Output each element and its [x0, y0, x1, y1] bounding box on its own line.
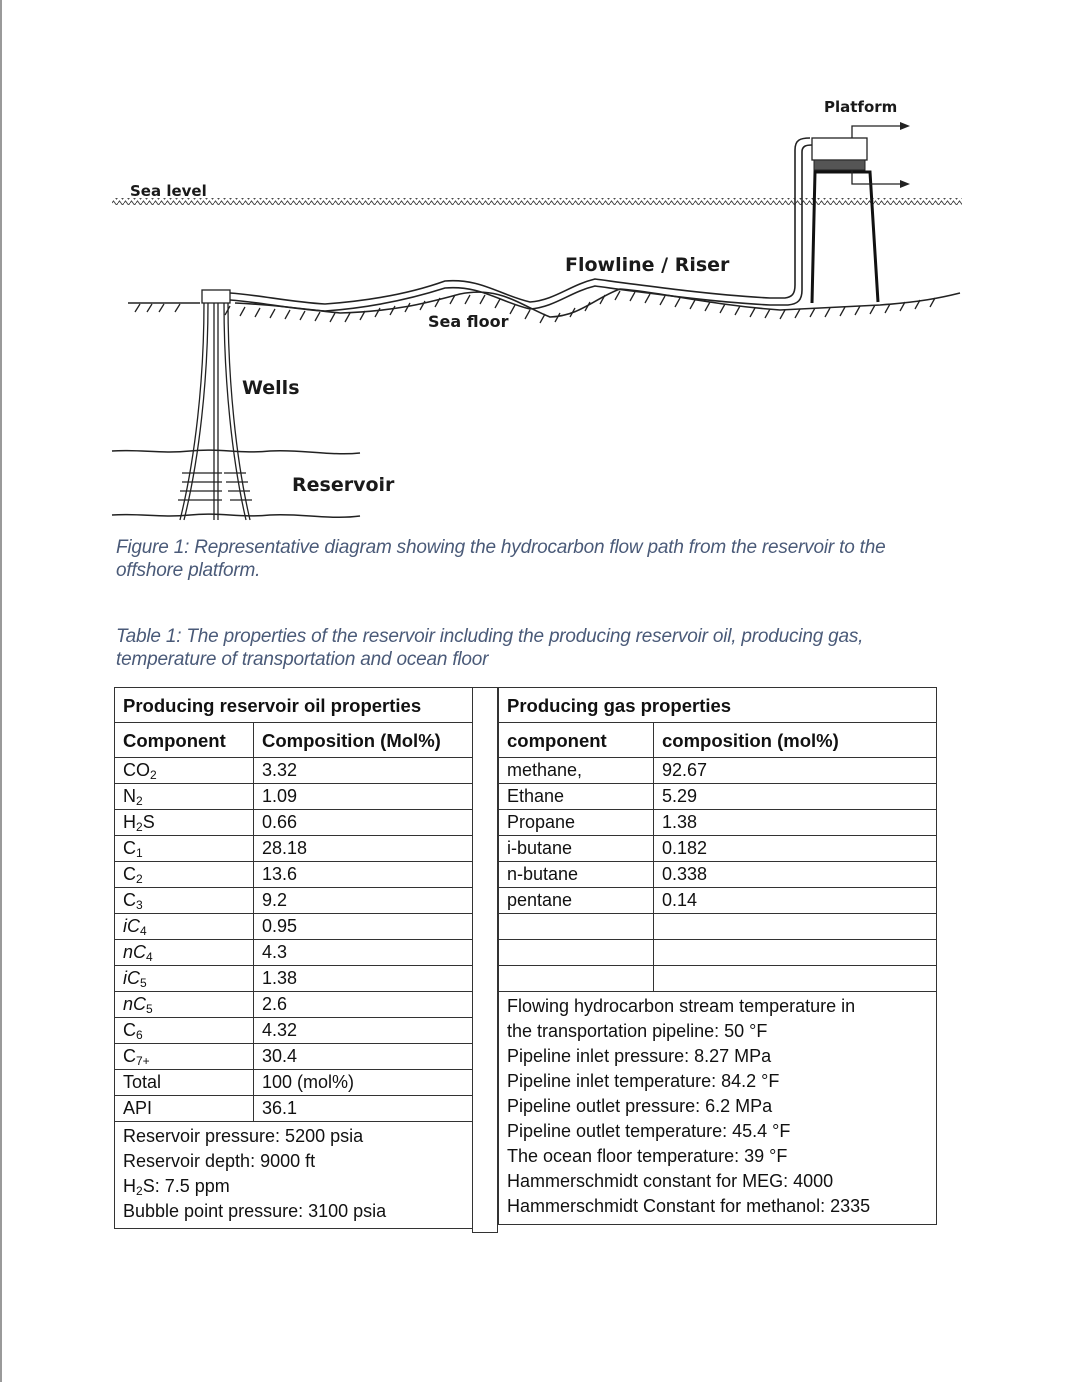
- gas-composition-value: 0.338: [654, 862, 937, 888]
- gas-table-row: [499, 966, 937, 992]
- oil-composition-value: 100 (mol%): [254, 1070, 473, 1096]
- oil-component: $C_6$: [115, 1018, 254, 1044]
- gas-note-line: Pipeline outlet pressure: 6.2 MPa: [507, 1096, 773, 1116]
- oil-table-row: [115, 966, 473, 992]
- flowline-riser-label: Flowline / Riser: [565, 254, 730, 276]
- gas-table-row: [499, 784, 937, 810]
- oil-component: $N_2$: [115, 784, 254, 810]
- gas-composition-value: [654, 914, 937, 940]
- oil-component: $nC_5$: [115, 992, 254, 1018]
- gas-note-line: Hammerschmidt constant for MEG: 4000: [507, 1171, 834, 1191]
- oil-component: $nC_4$: [115, 940, 254, 966]
- oil-table-row: [115, 836, 473, 862]
- oil-composition-value: 0.95: [254, 914, 473, 940]
- reservoir-depth: Reservoir depth: 9000 ft: [123, 1151, 316, 1171]
- oil-table-row: [115, 992, 473, 1018]
- oil-table-row: [115, 1044, 473, 1070]
- table-caption: Table 1: The properties of the reservoir including the producing reservoir oil, producing gas, temperature of transportation and ocean floor: [116, 626, 864, 670]
- gas-composition-value: [654, 940, 937, 966]
- gas-table-row: [499, 914, 937, 940]
- gas-component: methane,: [499, 758, 654, 784]
- wells-drawing: [180, 303, 250, 520]
- gas-component: [499, 966, 654, 992]
- gas-note-line: Hammerschmidt Constant for methanol: 2335: [507, 1196, 871, 1216]
- oil-composition-value: 2.6: [254, 992, 473, 1018]
- oil-component: $C_3$: [115, 888, 254, 914]
- oil-component: $C_1$: [115, 836, 254, 862]
- page-edge: [0, 0, 2, 1382]
- oil-table-row: [115, 940, 473, 966]
- gas-note-line: the transportation pipeline: 50 °F: [507, 1021, 768, 1041]
- gas-composition-value: [654, 966, 937, 992]
- flowline-riser-outer: [230, 138, 810, 304]
- oil-table-row: [115, 862, 473, 888]
- platform-label: Platform: [824, 98, 898, 116]
- export-arrow-bottom: [900, 180, 910, 188]
- gas-table-row: [499, 810, 937, 836]
- oil-component: $iC_5$: [115, 966, 254, 992]
- gas-composition-value: 0.182: [654, 836, 937, 862]
- gas-properties-table: [498, 687, 937, 1225]
- flow-path-diagram: [100, 80, 980, 540]
- gas-component: Propane: [499, 810, 654, 836]
- oil-component: $CO_2$: [115, 758, 254, 784]
- oil-composition-value: 13.6: [254, 862, 473, 888]
- gas-composition-value: 1.38: [654, 810, 937, 836]
- oil-composition-value: 0.66: [254, 810, 473, 836]
- gas-composition-value: 5.29: [654, 784, 937, 810]
- platform-equipment: [814, 160, 865, 170]
- h2s-ppm: $H_2S$: 7.5 ppm: [123, 1176, 230, 1198]
- oil-table-title: Producing reservoir oil properties: [115, 688, 473, 723]
- oil-table-row: [115, 758, 473, 784]
- gas-component: pentane: [499, 888, 654, 914]
- figure-caption: Figure 1: Representative diagram showing the hydrocarbon flow path from the reservoir to the offshore platform.: [116, 537, 886, 581]
- gas-header-composition: composition (mol%): [654, 723, 937, 758]
- sea-floor-label: Sea floor: [428, 312, 509, 331]
- oil-composition-value: 3.32: [254, 758, 473, 784]
- oil-composition-value: 4.3: [254, 940, 473, 966]
- reservoir-pressure: Reservoir pressure: 5200 psia: [123, 1126, 364, 1146]
- gas-note-line: The ocean floor temperature: 39 °F: [507, 1146, 788, 1166]
- gas-note-line: Pipeline inlet pressure: 8.27 MPa: [507, 1046, 772, 1066]
- oil-component: $C_2$: [115, 862, 254, 888]
- oil-composition-value: 28.18: [254, 836, 473, 862]
- oil-table-row: [115, 810, 473, 836]
- reservoir-label: Reservoir: [292, 474, 395, 496]
- oil-component: Total: [115, 1070, 254, 1096]
- sea-level-label: Sea level: [130, 182, 207, 200]
- platform-jacket: [812, 172, 878, 303]
- gas-composition-value: 92.67: [654, 758, 937, 784]
- gas-note-line: Flowing hydrocarbon stream temperature in: [507, 996, 856, 1016]
- sea-level-line: [112, 198, 962, 205]
- oil-table-row: [115, 1096, 473, 1122]
- oil-composition-value: 30.4: [254, 1044, 473, 1070]
- oil-table-row: [115, 914, 473, 940]
- gas-table-row: [499, 940, 937, 966]
- diagram-drawing: [100, 80, 980, 540]
- oil-table-row: [115, 1070, 473, 1096]
- gas-note-line: Pipeline outlet temperature: 45.4 °F: [507, 1121, 791, 1141]
- gas-note-line: Pipeline inlet temperature: 84.2 °F: [507, 1071, 780, 1091]
- oil-component: $iC_4$: [115, 914, 254, 940]
- oil-table-notes: [115, 1122, 473, 1229]
- flowline-riser-inner: [230, 145, 812, 311]
- gas-table-notes: [499, 992, 937, 1225]
- gas-table-row: [499, 836, 937, 862]
- oil-header-component: Component: [115, 723, 254, 758]
- oil-composition-value: 1.09: [254, 784, 473, 810]
- gas-component: n-butane: [499, 862, 654, 888]
- gas-composition-value: 0.14: [654, 888, 937, 914]
- oil-table-row: [115, 784, 473, 810]
- wellhead: [202, 290, 230, 303]
- gas-table-row: [499, 758, 937, 784]
- reservoir-top: [112, 450, 360, 454]
- oil-composition-value: 9.2: [254, 888, 473, 914]
- platform-deck: [812, 138, 867, 160]
- bubble-point-pressure: Bubble point pressure: 3100 psia: [123, 1201, 387, 1221]
- gas-header-component: component: [499, 723, 654, 758]
- oil-component: $H_2S$: [115, 810, 254, 836]
- oil-composition-value: 4.32: [254, 1018, 473, 1044]
- oil-component: $C_{7+}$: [115, 1044, 254, 1070]
- oil-component: API: [115, 1096, 254, 1122]
- gas-table-title: Producing gas properties: [499, 688, 937, 723]
- gas-component: Ethane: [499, 784, 654, 810]
- oil-properties-table: [114, 687, 473, 1229]
- oil-composition-value: 36.1: [254, 1096, 473, 1122]
- oil-table-row: [115, 1018, 473, 1044]
- export-arrow-top: [900, 122, 910, 130]
- gas-component: [499, 914, 654, 940]
- gas-component: [499, 940, 654, 966]
- reservoir-bottom: [112, 514, 360, 517]
- table-gutter: [472, 687, 498, 1233]
- gas-table-row: [499, 888, 937, 914]
- oil-composition-value: 1.38: [254, 966, 473, 992]
- wells-label: Wells: [242, 377, 300, 399]
- oil-header-composition: Composition (Mol%): [254, 723, 473, 758]
- oil-table-row: [115, 888, 473, 914]
- gas-component: i-butane: [499, 836, 654, 862]
- gas-table-row: [499, 862, 937, 888]
